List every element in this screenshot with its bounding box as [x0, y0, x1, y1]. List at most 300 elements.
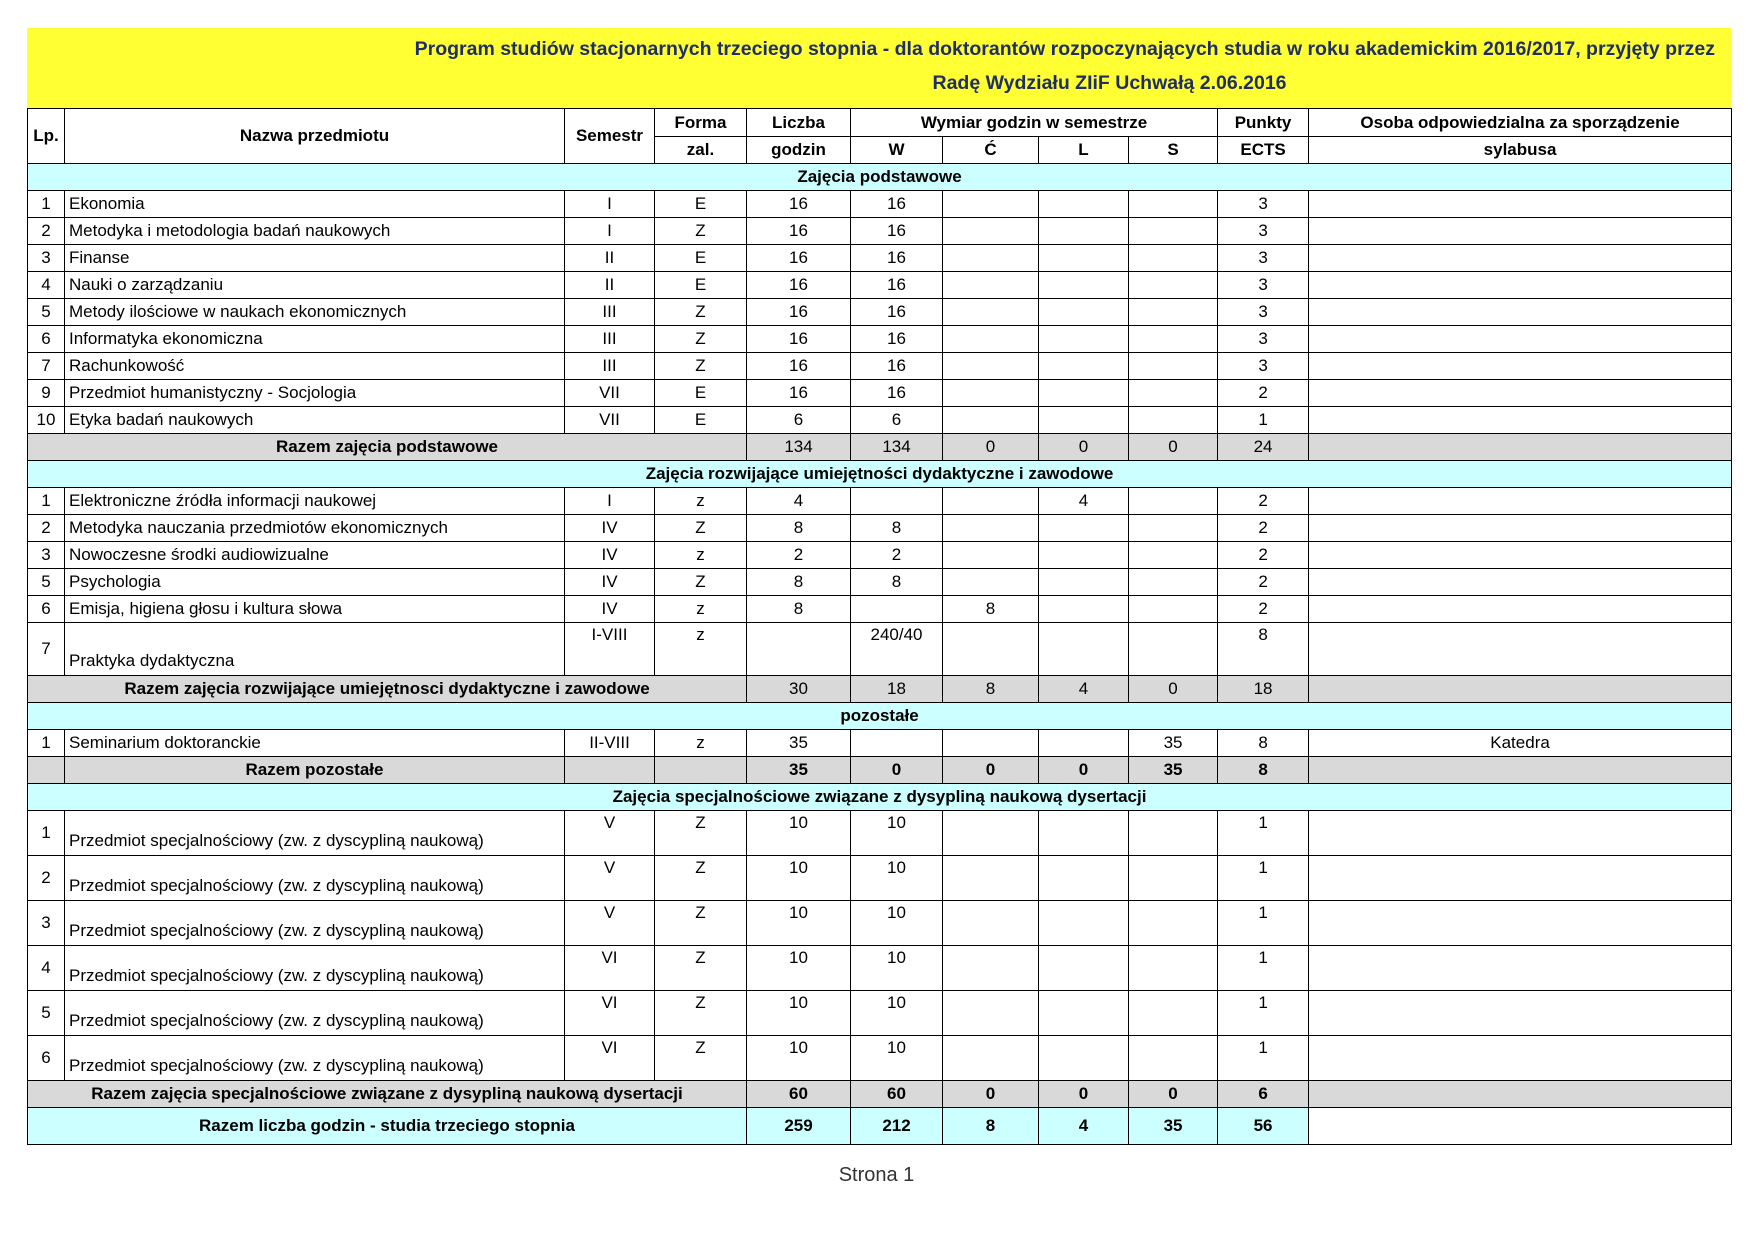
- subtotal-c: 8: [943, 676, 1039, 703]
- cell-hours: 8: [747, 515, 851, 542]
- col-header-form-top: Forma: [655, 109, 747, 137]
- table-row: [28, 191, 1732, 218]
- subtotal-row-basic: [28, 434, 1732, 461]
- cell-hours: 35: [747, 730, 851, 757]
- subtotal-ects: 18: [1218, 676, 1309, 703]
- cell-person: [1309, 326, 1732, 353]
- cell-hours: 8: [747, 596, 851, 623]
- subtotal-row-didactic: [28, 676, 1732, 703]
- subtotal-ects: 6: [1218, 1081, 1309, 1108]
- cell-hours: 10: [747, 991, 851, 1036]
- cell-ects: 2: [1218, 569, 1309, 596]
- section-header-didactic: [28, 461, 1732, 488]
- subtotal-l: 0: [1039, 757, 1129, 784]
- cell-w: 16: [851, 380, 943, 407]
- cell-sem: III: [565, 326, 655, 353]
- cell-w: [851, 730, 943, 757]
- cell-lp: 9: [28, 380, 65, 407]
- cell-name: Informatyka ekonomiczna: [65, 326, 565, 353]
- section-title: Zajęcia specjalnościowe związane z dysypliną naukową dysertacji: [28, 784, 1732, 811]
- cell-name: Przedmiot specjalnościowy (zw. z dyscypliną naukową): [65, 1036, 565, 1081]
- title-line-2: Radę Wydziału ZIiF Uchwałą 2.06.2016: [932, 72, 1287, 94]
- col-header-hours-bottom: godzin: [747, 137, 851, 164]
- cell-sem: II: [565, 272, 655, 299]
- cell-person: [1309, 299, 1732, 326]
- cell-person: [1309, 218, 1732, 245]
- cell-hours: 16: [747, 380, 851, 407]
- cell-name: Nowoczesne środki audiowizualne: [65, 542, 565, 569]
- cell-c: [943, 191, 1039, 218]
- cell-person: [1309, 946, 1732, 991]
- cell-sem: II: [565, 245, 655, 272]
- cell-hours: 6: [747, 407, 851, 434]
- subtotal-label: Razem pozostałe: [65, 757, 565, 784]
- col-header-person-top: Osoba odpowiedzialna za sporządzenie: [1309, 109, 1732, 137]
- cell-w: 16: [851, 353, 943, 380]
- cell-lp: 5: [28, 569, 65, 596]
- cell-l: [1039, 380, 1129, 407]
- table-row: [28, 596, 1732, 623]
- cell-person: [1309, 569, 1732, 596]
- cell-c: [943, 569, 1039, 596]
- cell-sem: VI: [565, 1036, 655, 1081]
- cell-l: [1039, 856, 1129, 901]
- cell-lp: 2: [28, 515, 65, 542]
- cell-ects: 1: [1218, 901, 1309, 946]
- table-row: [28, 326, 1732, 353]
- cell-l: 4: [1039, 488, 1129, 515]
- cell-person: [1309, 515, 1732, 542]
- cell-sem: IV: [565, 542, 655, 569]
- cell-name: Ekonomia: [65, 191, 565, 218]
- cell-person: [1309, 1081, 1732, 1108]
- cell-form: E: [655, 245, 747, 272]
- title-line-1: Program studiów stacjonarnych trzeciego stopnia - dla doktorantów rozpoczynających studia w roku akademickim 2016/2017, przyjęty przez: [414, 38, 1715, 60]
- subtotal-s: 0: [1129, 1081, 1218, 1108]
- subtotal-hours: 60: [747, 1081, 851, 1108]
- cell-sem: I: [565, 488, 655, 515]
- cell-sem: VI: [565, 946, 655, 991]
- cell-ects: 2: [1218, 542, 1309, 569]
- cell-form: Z: [655, 353, 747, 380]
- cell-form: Z: [655, 299, 747, 326]
- cell-s: [1129, 596, 1218, 623]
- cell-sem: III: [565, 299, 655, 326]
- cell-ects: 8: [1218, 730, 1309, 757]
- cell-hours: 16: [747, 218, 851, 245]
- table-row: [28, 245, 1732, 272]
- cell-person: [1309, 407, 1732, 434]
- cell-s: [1129, 811, 1218, 856]
- table-row: [28, 488, 1732, 515]
- subtotal-s: 0: [1129, 434, 1218, 461]
- cell-l: [1039, 946, 1129, 991]
- cell-hours: 16: [747, 272, 851, 299]
- cell-c: [943, 380, 1039, 407]
- subtotal-w: 18: [851, 676, 943, 703]
- cell-l: [1039, 299, 1129, 326]
- cell-w: 10: [851, 856, 943, 901]
- cell-lp: 3: [28, 542, 65, 569]
- col-header-breakdown: Wymiar godzin w semestrze: [851, 109, 1218, 137]
- cell-s: [1129, 272, 1218, 299]
- cell-s: [1129, 245, 1218, 272]
- cell-ects: 3: [1218, 245, 1309, 272]
- cell-sem: IV: [565, 596, 655, 623]
- cell-name: Rachunkowość: [65, 353, 565, 380]
- cell-lp: [28, 757, 65, 784]
- cell-hours: 10: [747, 901, 851, 946]
- cell-ects: 3: [1218, 353, 1309, 380]
- cell-ects: 1: [1218, 407, 1309, 434]
- cell-name: Etyka badań naukowych: [65, 407, 565, 434]
- table-row: [28, 380, 1732, 407]
- cell-hours: [747, 623, 851, 676]
- cell-ects: 2: [1218, 515, 1309, 542]
- header-row-top: [28, 109, 1732, 137]
- cell-c: [943, 901, 1039, 946]
- cell-name: Przedmiot specjalnościowy (zw. z dyscypliną naukową): [65, 901, 565, 946]
- subtotal-c: 0: [943, 1081, 1039, 1108]
- cell-s: [1129, 488, 1218, 515]
- cell-form: [655, 757, 747, 784]
- cell-lp: 5: [28, 991, 65, 1036]
- cell-sem: I: [565, 218, 655, 245]
- page-number: Strona 1: [838, 1164, 915, 1186]
- col-header-form-bottom: zal.: [655, 137, 747, 164]
- cell-name: Elektroniczne źródła informacji naukowej: [65, 488, 565, 515]
- cell-w: 240/40: [851, 623, 943, 676]
- grand-total-c: 8: [943, 1108, 1039, 1145]
- table-row: [28, 991, 1732, 1036]
- cell-form: E: [655, 272, 747, 299]
- cell-l: [1039, 1036, 1129, 1081]
- program-table-body: [28, 164, 1732, 1145]
- cell-hours: 16: [747, 326, 851, 353]
- cell-w: 10: [851, 991, 943, 1036]
- cell-w: 6: [851, 407, 943, 434]
- cell-person: [1309, 1108, 1732, 1145]
- cell-s: [1129, 326, 1218, 353]
- cell-form: Z: [655, 811, 747, 856]
- cell-person: [1309, 676, 1732, 703]
- col-header-ects-top: Punkty: [1218, 109, 1309, 137]
- col-header-hours-top: Liczba: [747, 109, 851, 137]
- cell-w: 16: [851, 218, 943, 245]
- grand-total-l: 4: [1039, 1108, 1129, 1145]
- cell-s: 35: [1129, 730, 1218, 757]
- cell-l: [1039, 515, 1129, 542]
- cell-ects: 3: [1218, 218, 1309, 245]
- subtotal-s: 35: [1129, 757, 1218, 784]
- cell-hours: 10: [747, 1036, 851, 1081]
- cell-s: [1129, 191, 1218, 218]
- cell-ects: 1: [1218, 856, 1309, 901]
- cell-w: 16: [851, 272, 943, 299]
- cell-sem: [565, 757, 655, 784]
- cell-sem: I: [565, 191, 655, 218]
- cell-c: [943, 730, 1039, 757]
- table-row: [28, 218, 1732, 245]
- cell-s: [1129, 299, 1218, 326]
- grand-total-row: [28, 1108, 1732, 1145]
- cell-l: [1039, 218, 1129, 245]
- cell-s: [1129, 380, 1218, 407]
- cell-sem: III: [565, 353, 655, 380]
- cell-c: [943, 245, 1039, 272]
- cell-w: [851, 596, 943, 623]
- cell-l: [1039, 407, 1129, 434]
- cell-form: Z: [655, 326, 747, 353]
- cell-person: [1309, 901, 1732, 946]
- subtotal-hours: 35: [747, 757, 851, 784]
- col-header-name: Nazwa przedmiotu: [65, 109, 565, 164]
- cell-w: 16: [851, 299, 943, 326]
- cell-ects: 1: [1218, 811, 1309, 856]
- cell-person: [1309, 856, 1732, 901]
- section-header-specialty: [28, 784, 1732, 811]
- cell-person: [1309, 380, 1732, 407]
- col-header-person-bottom: sylabusa: [1309, 137, 1732, 164]
- col-header-ects-bottom: ECTS: [1218, 137, 1309, 164]
- cell-c: [943, 488, 1039, 515]
- cell-lp: 3: [28, 901, 65, 946]
- subtotal-label: Razem zajęcia rozwijające umiejętnosci dydaktyczne i zawodowe: [28, 676, 747, 703]
- cell-w: 16: [851, 191, 943, 218]
- cell-lp: 5: [28, 299, 65, 326]
- grand-total-hours: 259: [747, 1108, 851, 1145]
- cell-w: 10: [851, 901, 943, 946]
- cell-name: Seminarium doktoranckie: [65, 730, 565, 757]
- cell-ects: 3: [1218, 299, 1309, 326]
- subtotal-ects: 8: [1218, 757, 1309, 784]
- section-title: Zajęcia podstawowe: [28, 164, 1732, 191]
- study-program-sheet: [27, 28, 1731, 1145]
- cell-form: Z: [655, 218, 747, 245]
- subtotal-s: 0: [1129, 676, 1218, 703]
- section-header-other: [28, 703, 1732, 730]
- subtotal-w: 134: [851, 434, 943, 461]
- cell-ects: 1: [1218, 1036, 1309, 1081]
- cell-c: 8: [943, 596, 1039, 623]
- cell-w: 10: [851, 1036, 943, 1081]
- cell-l: [1039, 272, 1129, 299]
- table-row: [28, 946, 1732, 991]
- cell-c: [943, 218, 1039, 245]
- cell-s: [1129, 407, 1218, 434]
- table-row: [28, 299, 1732, 326]
- table-row: [28, 623, 1732, 676]
- cell-person: [1309, 542, 1732, 569]
- cell-sem: IV: [565, 515, 655, 542]
- cell-name: Przedmiot specjalnościowy (zw. z dyscypliną naukową): [65, 946, 565, 991]
- cell-ects: 2: [1218, 488, 1309, 515]
- cell-hours: 4: [747, 488, 851, 515]
- cell-c: [943, 353, 1039, 380]
- subtotal-hours: 134: [747, 434, 851, 461]
- col-header-lp: Lp.: [28, 109, 65, 164]
- cell-l: [1039, 730, 1129, 757]
- cell-lp: 6: [28, 596, 65, 623]
- cell-person: [1309, 353, 1732, 380]
- table-row: [28, 353, 1732, 380]
- subtotal-c: 0: [943, 434, 1039, 461]
- grand-total-w: 212: [851, 1108, 943, 1145]
- cell-person: Katedra: [1309, 730, 1732, 757]
- cell-w: 16: [851, 245, 943, 272]
- cell-s: [1129, 1036, 1218, 1081]
- cell-l: [1039, 811, 1129, 856]
- cell-form: E: [655, 191, 747, 218]
- cell-person: [1309, 991, 1732, 1036]
- table-row: [28, 569, 1732, 596]
- cell-form: z: [655, 542, 747, 569]
- cell-person: [1309, 488, 1732, 515]
- cell-form: Z: [655, 901, 747, 946]
- grand-total-s: 35: [1129, 1108, 1218, 1145]
- col-header-w: W: [851, 137, 943, 164]
- section-title: Zajęcia rozwijające umiejętności dydaktyczne i zawodowe: [28, 461, 1732, 488]
- cell-sem: II-VIII: [565, 730, 655, 757]
- cell-lp: 3: [28, 245, 65, 272]
- cell-c: [943, 946, 1039, 991]
- cell-form: Z: [655, 1036, 747, 1081]
- cell-name: Praktyka dydaktyczna: [65, 623, 565, 676]
- cell-s: [1129, 542, 1218, 569]
- cell-w: 10: [851, 946, 943, 991]
- cell-l: [1039, 569, 1129, 596]
- table-row: [28, 272, 1732, 299]
- section-header-basic: [28, 164, 1732, 191]
- subtotal-row-specialty: [28, 1081, 1732, 1108]
- cell-form: Z: [655, 515, 747, 542]
- section-title: pozostałe: [28, 703, 1732, 730]
- cell-form: z: [655, 596, 747, 623]
- cell-c: [943, 407, 1039, 434]
- cell-hours: 10: [747, 856, 851, 901]
- col-header-l: L: [1039, 137, 1129, 164]
- cell-s: [1129, 856, 1218, 901]
- cell-c: [943, 811, 1039, 856]
- col-header-c: Ć: [943, 137, 1039, 164]
- cell-c: [943, 856, 1039, 901]
- cell-l: [1039, 596, 1129, 623]
- cell-name: Metodyka i metodologia badań naukowych: [65, 218, 565, 245]
- subtotal-w: 0: [851, 757, 943, 784]
- table-row: [28, 811, 1732, 856]
- cell-hours: 10: [747, 811, 851, 856]
- cell-l: [1039, 623, 1129, 676]
- cell-c: [943, 991, 1039, 1036]
- grand-total-label: Razem liczba godzin - studia trzeciego stopnia: [28, 1108, 747, 1145]
- subtotal-label: Razem zajęcia specjalnościowe związane z dysypliną naukową dysertacji: [28, 1081, 747, 1108]
- cell-lp: 7: [28, 353, 65, 380]
- cell-l: [1039, 542, 1129, 569]
- cell-name: Metodyka nauczania przedmiotów ekonomicznych: [65, 515, 565, 542]
- cell-lp: 6: [28, 1036, 65, 1081]
- cell-lp: 1: [28, 811, 65, 856]
- cell-ects: 1: [1218, 991, 1309, 1036]
- table-row: [28, 542, 1732, 569]
- cell-c: [943, 299, 1039, 326]
- cell-person: [1309, 245, 1732, 272]
- cell-sem: VI: [565, 991, 655, 1036]
- cell-w: [851, 488, 943, 515]
- cell-c: [943, 542, 1039, 569]
- cell-form: E: [655, 407, 747, 434]
- cell-person: [1309, 1036, 1732, 1081]
- cell-c: [943, 1036, 1039, 1081]
- cell-w: 2: [851, 542, 943, 569]
- cell-sem: VII: [565, 407, 655, 434]
- cell-l: [1039, 353, 1129, 380]
- cell-lp: 2: [28, 218, 65, 245]
- cell-sem: VII: [565, 380, 655, 407]
- table-row: [28, 730, 1732, 757]
- subtotal-l: 4: [1039, 676, 1129, 703]
- cell-form: Z: [655, 946, 747, 991]
- cell-person: [1309, 191, 1732, 218]
- table-row: [28, 856, 1732, 901]
- cell-lp: 10: [28, 407, 65, 434]
- cell-lp: 1: [28, 730, 65, 757]
- cell-person: [1309, 434, 1732, 461]
- subtotal-label: Razem zajęcia podstawowe: [28, 434, 747, 461]
- cell-sem: IV: [565, 569, 655, 596]
- cell-s: [1129, 991, 1218, 1036]
- cell-hours: 16: [747, 191, 851, 218]
- subtotal-hours: 30: [747, 676, 851, 703]
- subtotal-l: 0: [1039, 1081, 1129, 1108]
- cell-form: z: [655, 730, 747, 757]
- program-table: [27, 108, 1732, 1145]
- table-row: [28, 407, 1732, 434]
- cell-form: z: [655, 488, 747, 515]
- cell-s: [1129, 946, 1218, 991]
- cell-lp: 1: [28, 191, 65, 218]
- cell-form: Z: [655, 569, 747, 596]
- cell-person: [1309, 623, 1732, 676]
- grand-total-ects: 56: [1218, 1108, 1309, 1145]
- cell-form: Z: [655, 991, 747, 1036]
- col-header-s: S: [1129, 137, 1218, 164]
- cell-sem: V: [565, 901, 655, 946]
- cell-w: 16: [851, 326, 943, 353]
- cell-s: [1129, 623, 1218, 676]
- cell-hours: 10: [747, 946, 851, 991]
- cell-ects: 1: [1218, 946, 1309, 991]
- cell-name: Przedmiot specjalnościowy (zw. z dyscypliną naukową): [65, 991, 565, 1036]
- cell-sem: V: [565, 856, 655, 901]
- cell-hours: 16: [747, 245, 851, 272]
- cell-lp: 4: [28, 272, 65, 299]
- subtotal-row-other: [28, 757, 1732, 784]
- cell-ects: 3: [1218, 272, 1309, 299]
- cell-hours: 16: [747, 353, 851, 380]
- cell-lp: 7: [28, 623, 65, 676]
- cell-name: Psychologia: [65, 569, 565, 596]
- cell-name: Przedmiot specjalnościowy (zw. z dyscypliną naukową): [65, 811, 565, 856]
- cell-hours: 16: [747, 299, 851, 326]
- subtotal-l: 0: [1039, 434, 1129, 461]
- table-row: [28, 1036, 1732, 1081]
- cell-form: E: [655, 380, 747, 407]
- subtotal-ects: 24: [1218, 434, 1309, 461]
- cell-w: 10: [851, 811, 943, 856]
- cell-sem: I-VIII: [565, 623, 655, 676]
- cell-s: [1129, 901, 1218, 946]
- title-banner: [27, 28, 1731, 108]
